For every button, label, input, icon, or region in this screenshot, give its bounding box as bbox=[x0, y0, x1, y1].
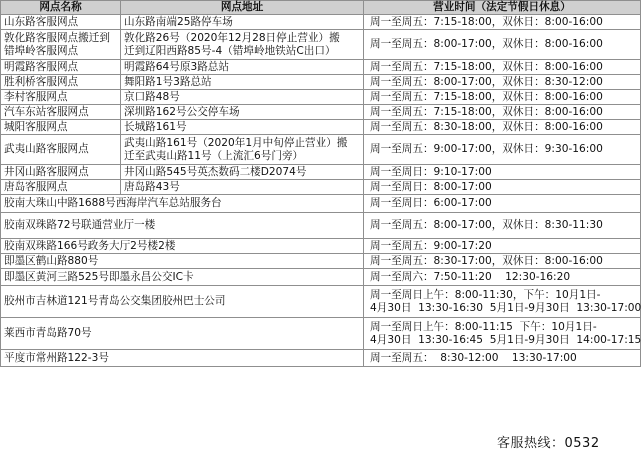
table-row bbox=[1, 213, 641, 239]
outlet-name: 李村客服网点 bbox=[1, 90, 121, 105]
outlet-address: 敦化路26号（2020年12月28日停止营业）搬 迁到辽阳西路85号-4（错埠岭地铁站C出口） bbox=[121, 30, 364, 60]
table-row bbox=[1, 165, 641, 180]
table-row bbox=[1, 135, 641, 165]
table-row bbox=[1, 15, 641, 30]
table-row bbox=[1, 75, 641, 90]
outlet-address: 深圳路162号公交停车场 bbox=[121, 105, 364, 120]
outlet-address: 长城路161号 bbox=[121, 120, 364, 135]
table-row bbox=[1, 239, 641, 254]
outlet-hours: 周一至周五：7:15-18:00，双休日：8:00-16:00 bbox=[364, 15, 641, 30]
outlet-hours: 周一至周五：8:00-17:00，双休日：8:30-12:00 bbox=[364, 75, 641, 90]
table-row bbox=[1, 195, 641, 213]
outlet-name-address: 胶州市吉林道121号青岛公交集团胶州巴士公司 bbox=[1, 286, 364, 318]
outlet-hours: 周一至周五：8:00-17:00，双休日：8:30-11:30 bbox=[364, 213, 641, 239]
outlet-hours: 周一至周五：7:15-18:00，双休日：8:00-16:00 bbox=[364, 90, 641, 105]
header-address: 网点地址 bbox=[121, 1, 364, 15]
outlet-address: 明霞路64号原3路总站 bbox=[121, 60, 364, 75]
outlet-name: 敦化路客服网点搬迁到 错埠岭客服网点 bbox=[1, 30, 121, 60]
outlet-hours: 周一至周日：9:10-17:00 bbox=[364, 165, 641, 180]
table-row bbox=[1, 60, 641, 75]
table-row bbox=[1, 286, 641, 318]
outlet-hours: 周一至周五：9:00-17:20 bbox=[364, 239, 641, 254]
outlet-address: 武夷山路161号（2020年1月中旬停止营业）搬 迁至武夷山路11号（上流汇6号门旁） bbox=[121, 135, 364, 165]
outlet-address: 井冈山路545号英杰数码二楼D2074号 bbox=[121, 165, 364, 180]
outlet-hours: 周一至周日：8:00-17:00 bbox=[364, 180, 641, 195]
outlet-name: 山东路客服网点 bbox=[1, 15, 121, 30]
outlet-address: 京口路48号 bbox=[121, 90, 364, 105]
table-row bbox=[1, 90, 641, 105]
outlet-name-address: 即墨区黄河三路525号即墨永昌公交IC卡 bbox=[1, 269, 364, 286]
outlet-name: 汽车东站客服网点 bbox=[1, 105, 121, 120]
outlet-name-address: 胶南双珠路72号联通营业厅一楼 bbox=[1, 213, 364, 239]
outlet-hours: 周一至周日上午：8:00-11:30，下午：10月1日- 4月30日 13:30-16:30 5月1日-9月30日 13:30-17:00 bbox=[364, 286, 641, 318]
outlet-hours: 周一至周日上午：8:00-11:15 下午：10月1日- 4月30日 13:30-16:45 5月1日-9月30日 14:00-17:15 bbox=[364, 318, 641, 350]
hotline-text: 客服热线：0532 bbox=[497, 436, 600, 451]
table-row bbox=[1, 269, 641, 286]
outlet-name: 井冈山路客服网点 bbox=[1, 165, 121, 180]
outlet-name-address: 平度市常州路122-3号 bbox=[1, 350, 364, 367]
outlet-name-address: 莱西市青岛路70号 bbox=[1, 318, 364, 350]
table-row bbox=[1, 350, 641, 367]
outlet-name-address: 胶南大珠山中路1688号西海岸汽车总站服务台 bbox=[1, 195, 364, 213]
outlet-name: 武夷山路客服网点 bbox=[1, 135, 121, 165]
outlet-hours: 周一至周六：7:50-11:20 12:30-16:20 bbox=[364, 269, 641, 286]
header-hours: 营业时间（法定节假日休息） bbox=[364, 1, 641, 15]
table-header-row bbox=[1, 1, 641, 15]
outlet-hours: 周一至周五：7:15-18:00，双休日：8:00-16:00 bbox=[364, 60, 641, 75]
table-row bbox=[1, 180, 641, 195]
header-name: 网点名称 bbox=[1, 1, 121, 15]
outlet-address: 山东路南端25路停车场 bbox=[121, 15, 364, 30]
table-row bbox=[1, 254, 641, 269]
table-row bbox=[1, 318, 641, 350]
table-row bbox=[1, 120, 641, 135]
outlet-hours: 周一至周五：8:30-17:00，双休日：8:00-16:00 bbox=[364, 254, 641, 269]
outlet-address: 唐岛路43号 bbox=[121, 180, 364, 195]
outlet-hours: 周一至周五：8:30-18:00，双休日：8:00-16:00 bbox=[364, 120, 641, 135]
outlet-name-address: 胶南双珠路166号政务大厅2号楼2楼 bbox=[1, 239, 364, 254]
outlet-address: 舞阳路1号3路总站 bbox=[121, 75, 364, 90]
outlet-hours: 周一至周五：9:00-17:00，双休日：9:30-16:00 bbox=[364, 135, 641, 165]
outlet-name-address: 即墨区鹤山路880号 bbox=[1, 254, 364, 269]
outlet-name: 胜利桥客服网点 bbox=[1, 75, 121, 90]
outlet-hours: 周一至周五： 8:30-12:00 13:30-17:00 bbox=[364, 350, 641, 367]
table-row bbox=[1, 30, 641, 60]
outlet-hours: 周一至周日：6:00-17:00 bbox=[364, 195, 641, 213]
outlet-name: 唐岛客服网点 bbox=[1, 180, 121, 195]
outlet-hours: 周一至周五：7:15-18:00，双休日：8:00-16:00 bbox=[364, 105, 641, 120]
outlet-name: 明霞路客服网点 bbox=[1, 60, 121, 75]
outlet-hours: 周一至周五：8:00-17:00，双休日：8:00-16:00 bbox=[364, 30, 641, 60]
table-row bbox=[1, 105, 641, 120]
outlet-name: 城阳客服网点 bbox=[1, 120, 121, 135]
